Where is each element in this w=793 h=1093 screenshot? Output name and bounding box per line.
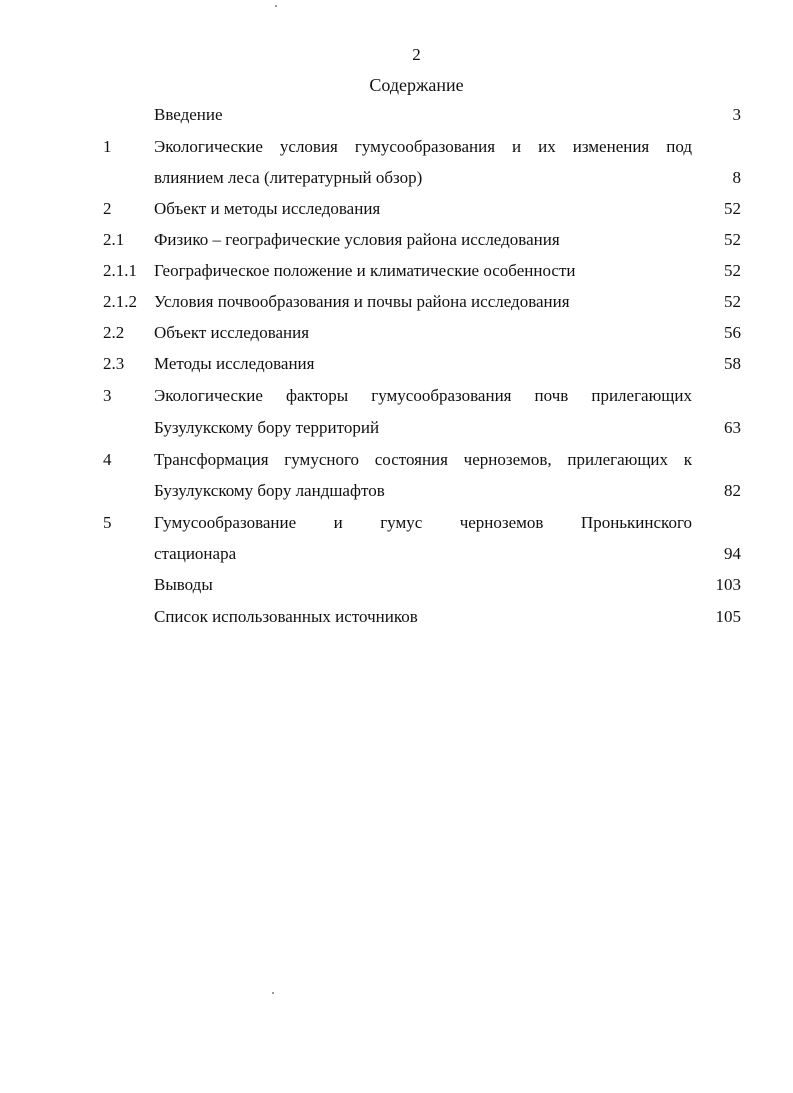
toc-entry-text: Методы исследования xyxy=(154,354,315,373)
toc-entry-number: 2.2 xyxy=(103,323,125,342)
toc-entry-number: 2.1.2 xyxy=(103,292,137,311)
toc-entry-text: Бузулукскому бору ландшафтов xyxy=(154,481,385,500)
toc-entry-number: 3 xyxy=(103,386,112,405)
toc-entry-number: 2.1 xyxy=(103,230,125,249)
toc-entry-text: Гумусообразование и гумус черноземов Пронькинского xyxy=(154,513,692,532)
toc-entry-page: 94 xyxy=(724,544,741,563)
toc-entry-text: Бузулукскому бору территорий xyxy=(154,418,380,437)
toc-entry-page: 82 xyxy=(724,481,741,500)
toc-entry-number: 2.1.1 xyxy=(103,261,137,280)
toc-entry-page: 52 xyxy=(724,261,741,280)
toc-entry-page: 103 xyxy=(715,575,741,594)
toc-entry-text: Список использованных источников xyxy=(154,607,418,626)
toc-entry-text: Географическое положение и климатические особенности xyxy=(154,261,576,280)
page-title: Содержание xyxy=(369,75,464,95)
toc-entry-text: Физико – географические условия района исследования xyxy=(154,230,560,249)
toc-entry-text: Трансформация гумусного состояния черноземов, прилегающих к xyxy=(154,450,692,469)
page-number: 2 xyxy=(412,45,421,64)
toc-entry-page: 63 xyxy=(724,418,741,437)
toc-entry-page: 52 xyxy=(724,199,741,218)
toc-entry-text: Выводы xyxy=(154,575,213,594)
toc-entry-number: 4 xyxy=(103,450,112,469)
toc-entry-number: 2 xyxy=(103,199,112,218)
toc-entry-page: 58 xyxy=(724,354,741,373)
toc-entry-text: Условия почвообразования и почвы района исследования xyxy=(154,292,570,311)
toc-entry-text: Объект исследования xyxy=(154,323,310,342)
toc-entry-number: 2.3 xyxy=(103,354,125,373)
toc-entry-text: стационара xyxy=(154,544,237,563)
toc-entry-text: Экологические условия гумусообразования и их изменения под xyxy=(154,137,692,156)
toc-entry-number: 5 xyxy=(103,513,112,532)
toc-entry-page: 105 xyxy=(715,607,741,626)
toc-entry-text: Введение xyxy=(154,105,223,124)
toc-entry-text: Экологические факторы гумусообразования почв прилегающих xyxy=(154,386,692,405)
toc-entry-page: 8 xyxy=(732,168,741,187)
toc-entry-number: 1 xyxy=(103,137,112,156)
toc-entry-page: 3 xyxy=(732,105,741,124)
toc-entry-page: 52 xyxy=(724,292,741,311)
toc-entry-page: 52 xyxy=(724,230,741,249)
toc-entry-text: влиянием леса (литературный обзор) xyxy=(154,168,423,187)
toc-entry-text: Объект и методы исследования xyxy=(154,199,381,218)
toc-entry-page: 56 xyxy=(724,323,741,342)
